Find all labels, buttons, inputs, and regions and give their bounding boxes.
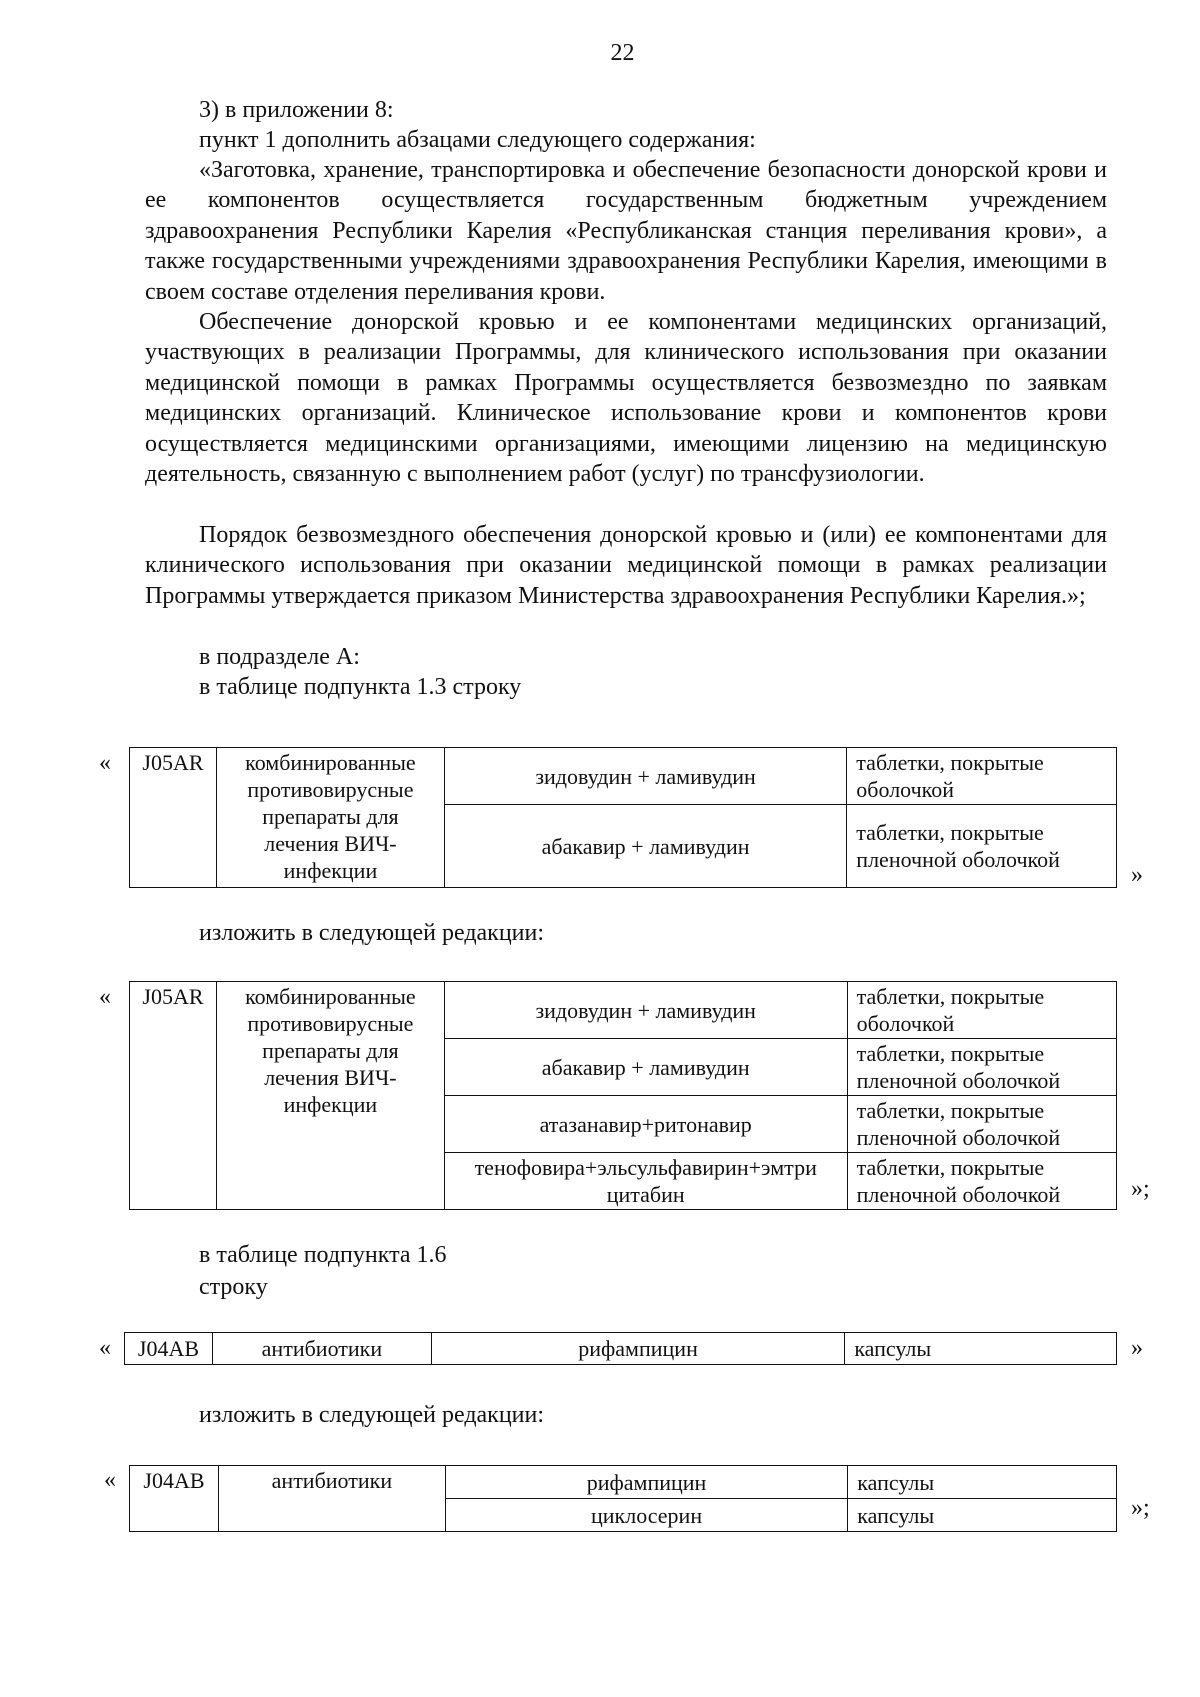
drug-name: циклосерин	[445, 1499, 848, 1532]
dosage-form: таблетки, покрытые оболочкой	[847, 982, 1116, 1039]
drug-name: рифампицин	[431, 1333, 844, 1365]
drug-group: комбинированные противовирусные препараты для лечения ВИЧ-инфекции	[216, 748, 444, 888]
quote-open: «	[99, 750, 111, 776]
dosage-form: капсулы	[848, 1499, 1117, 1532]
dosage-form: таблетки, покрытые пленочной оболочкой	[847, 1039, 1116, 1096]
quote-open: «	[99, 984, 111, 1010]
quote-close-semicolon: »;	[1131, 1176, 1150, 1202]
drug-table-j05ar-old	[129, 747, 1117, 888]
drug-table-j05ar-new	[129, 981, 1117, 1210]
paragraph-3: Порядок безвозмездного обеспечения донорской кровью и (или) ее компонентами для клинического использования при оказании медицинской помощи в рамках реализации Программы утверждается приказом Министерства здравоохранения Республики Карелия.»;	[145, 522, 1107, 609]
table-1-6-intro-row: строку	[199, 1274, 268, 1300]
paragraph-1: «Заготовка, хранение, транспортировка и обеспечение безопасности донорской крови и ее компонентов осуществляется государственным бюджетным учреждением здравоохранения Республики Карелия «Республиканская станция переливания крови», а также государственными учреждениями здравоохранения Республики Карелия, имеющими в своем составе отделения переливания крови.	[145, 157, 1107, 305]
dosage-form: таблетки, покрытые пленочной оболочкой	[847, 805, 1117, 888]
atc-code: J04AB	[125, 1333, 213, 1365]
atc-code: J05AR	[130, 982, 217, 1210]
edit-phrase-1: изложить в следующей редакции:	[199, 920, 545, 946]
quote-close: »	[1131, 862, 1143, 888]
drug-table-j04ab-new	[129, 1465, 1117, 1532]
drug-name: абакавир + ламивудин	[444, 805, 846, 888]
drug-name: тенофовира+эльсульфавирин+эмтри цитабин	[444, 1153, 847, 1210]
dosage-form: таблетки, покрытые оболочкой	[847, 748, 1117, 805]
table-1-6-intro: в таблице подпункта 1.6	[199, 1242, 447, 1268]
quote-close-semicolon: »;	[1131, 1495, 1150, 1521]
edit-phrase-2: изложить в следующей редакции:	[199, 1402, 545, 1428]
quote-close: »	[1131, 1335, 1143, 1361]
drug-group: антибиотики	[218, 1466, 445, 1532]
atc-code: J04AB	[130, 1466, 219, 1532]
atc-code: J05AR	[130, 748, 217, 888]
drug-group: комбинированные противовирусные препараты для лечения ВИЧ-инфекции	[216, 982, 444, 1210]
paragraph-2: Обеспечение донорской кровью и ее компонентами медицинских организаций, участвующих в реализации Программы, для клинического использования при оказании медицинской помощи в рамках Программы осуществляется безвозмездно по заявкам медицинских организаций. Клиническое использование крови и компонентов крови осуществляется медицинскими организациями, имеющими лицензию на медицинскую деятельность, связанную с выполнением работ (услуг) по трансфузиологии.	[145, 309, 1107, 488]
quote-open: «	[104, 1467, 116, 1493]
page-number: 22	[610, 40, 635, 66]
quote-open: «	[99, 1335, 111, 1361]
dosage-form: таблетки, покрытые пленочной оболочкой	[847, 1096, 1116, 1153]
subitem-heading: пункт 1 дополнить абзацами следующего содержания:	[199, 127, 756, 153]
dosage-form: таблетки, покрытые пленочной оболочкой	[847, 1153, 1116, 1210]
drug-table-j04ab-old	[124, 1332, 1117, 1365]
drug-name: зидовудин + ламивудин	[444, 982, 847, 1039]
drug-name: рифампицин	[445, 1466, 848, 1499]
dosage-form: капсулы	[848, 1466, 1117, 1499]
dosage-form: капсулы	[845, 1333, 1117, 1365]
drug-group: антибиотики	[212, 1333, 431, 1365]
drug-name: атазанавир+ритонавир	[444, 1096, 847, 1153]
drug-name: зидовудин + ламивудин	[444, 748, 846, 805]
item-heading: 3) в приложении 8:	[199, 97, 394, 123]
drug-name: абакавир + ламивудин	[444, 1039, 847, 1096]
section-line: в подразделе А:	[199, 644, 360, 670]
table-1-3-intro: в таблице подпункта 1.3 строку	[199, 674, 522, 700]
